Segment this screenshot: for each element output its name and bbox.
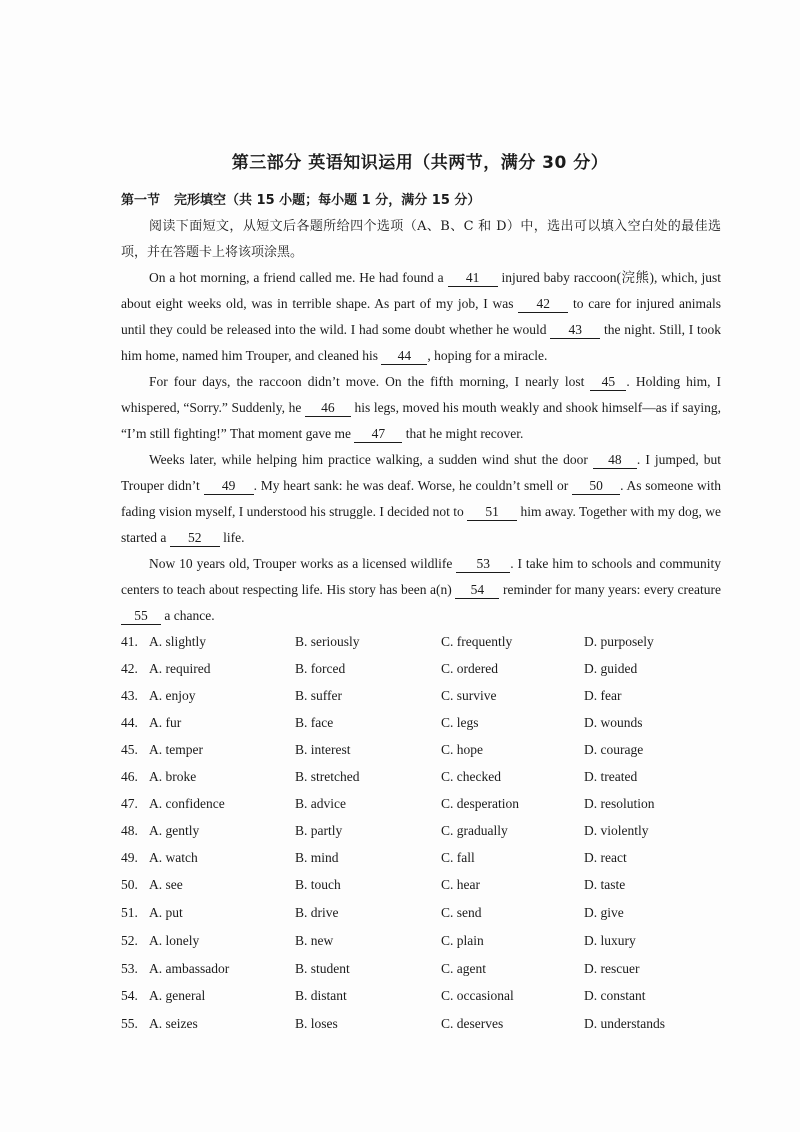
option-d: D. guided <box>584 661 638 676</box>
question-number: 42. <box>121 661 138 676</box>
question-row <box>121 742 721 762</box>
question-number: 46. <box>121 769 138 784</box>
question-number: 55. <box>121 1016 138 1031</box>
question-row <box>121 796 721 816</box>
blank-52: 52 <box>170 530 220 547</box>
option-a: A. general <box>149 988 206 1003</box>
option-a: A. see <box>149 877 183 892</box>
question-row <box>121 661 721 681</box>
question-row <box>121 877 721 897</box>
option-c: C. hope <box>441 742 483 757</box>
question-number: 47. <box>121 796 138 811</box>
question-row <box>121 715 721 735</box>
option-b: B. forced <box>295 661 346 676</box>
option-c: C. deserves <box>441 1016 504 1031</box>
option-d: D. react <box>584 850 627 865</box>
option-b: B. seriously <box>295 634 360 649</box>
option-b: B. face <box>295 715 334 730</box>
question-number: 50. <box>121 877 138 892</box>
option-b: B. mind <box>295 850 339 865</box>
page-title: 第三部分 英语知识运用（共两节，满分 30 分） <box>231 153 609 173</box>
option-a: A. gently <box>149 823 200 838</box>
option-a: A. confidence <box>149 796 225 811</box>
option-c: C. agent <box>441 961 486 976</box>
option-a: A. ambassador <box>149 961 230 976</box>
option-a: A. broke <box>149 769 197 784</box>
option-d: D. violently <box>584 823 649 838</box>
option-c: C. send <box>441 905 482 920</box>
option-a: A. enjoy <box>149 688 196 703</box>
option-b: B. new <box>295 933 334 948</box>
instructions: 阅读下面短文，从短文后各题所给四个选项（A、B、C 和 D）中，选出可以填入空白处的最佳选项，并在答题卡上将该项涂黑。 <box>121 219 721 260</box>
blank-53: 53 <box>456 556 510 573</box>
blank-43: 43 <box>550 322 600 339</box>
option-a: A. slightly <box>149 634 207 649</box>
option-b: B. interest <box>295 742 351 757</box>
option-a: A. temper <box>149 742 203 757</box>
option-d: D. courage <box>584 742 644 757</box>
passage-paragraph-3: Weeks later, while helping him practice walking, a sudden wind shut the door 48 . I jumped, but Trouper didn’t 49 . My heart sank: he was deaf. Worse, he couldn’t smell or 50 . As someone with fading vision myself, I understood his struggle. I decided not to 51 him away. Together with my dog, we started a 52 life. <box>121 452 722 545</box>
passage-paragraph-2: For four days, the raccoon didn’t move. On the fifth morning, I nearly lost 45 . Holding him, I whispered, “Sorry.” Suddenly, he 46 his legs, moved his mouth weakly and shook himself—as if saying, “I’m still fighting!” That moment gave me 47 that he might recover. <box>121 374 721 441</box>
question-row <box>121 1016 721 1036</box>
option-a: A. watch <box>149 850 198 865</box>
option-a: A. seizes <box>149 1016 198 1031</box>
option-c: C. desperation <box>441 796 519 811</box>
option-d: D. purposely <box>584 634 654 649</box>
blank-48: 48 <box>593 452 637 469</box>
blank-41: 41 <box>448 270 498 287</box>
option-c: C. legs <box>441 715 479 730</box>
option-d: D. luxury <box>584 933 636 948</box>
question-row <box>121 769 721 789</box>
blank-44: 44 <box>381 348 427 365</box>
option-b: B. student <box>295 961 350 976</box>
question-number: 45. <box>121 742 138 757</box>
section-description: 完形填空（共 15 小题；每小题 1 分，满分 15 分） <box>174 193 481 208</box>
question-row <box>121 905 721 925</box>
blank-42: 42 <box>518 296 568 313</box>
option-c: C. occasional <box>441 988 514 1003</box>
blank-45: 45 <box>590 374 626 391</box>
option-b: B. advice <box>295 796 346 811</box>
option-c: C. plain <box>441 933 484 948</box>
option-c: C. fall <box>441 850 475 865</box>
blank-46: 46 <box>305 400 351 417</box>
question-row <box>121 961 721 981</box>
question-number: 44. <box>121 715 138 730</box>
option-c: C. hear <box>441 877 480 892</box>
question-row <box>121 933 721 953</box>
option-c: C. survive <box>441 688 497 703</box>
option-a: A. required <box>149 661 211 676</box>
question-row <box>121 850 721 870</box>
question-number: 52. <box>121 933 138 948</box>
question-number: 49. <box>121 850 138 865</box>
question-number: 43. <box>121 688 138 703</box>
option-c: C. frequently <box>441 634 513 649</box>
option-b: B. distant <box>295 988 347 1003</box>
option-c: C. ordered <box>441 661 498 676</box>
question-number: 53. <box>121 961 138 976</box>
option-c: C. gradually <box>441 823 508 838</box>
question-row <box>121 688 721 708</box>
option-a: A. put <box>149 905 183 920</box>
blank-54: 54 <box>455 582 499 599</box>
question-number: 51. <box>121 905 138 920</box>
option-b: B. loses <box>295 1016 338 1031</box>
question-row <box>121 823 721 843</box>
question-row <box>121 634 721 654</box>
option-a: A. fur <box>149 715 182 730</box>
blank-51: 51 <box>467 504 517 521</box>
blank-47: 47 <box>354 426 402 443</box>
option-d: D. wounds <box>584 715 643 730</box>
option-b: B. suffer <box>295 688 342 703</box>
question-number: 54. <box>121 988 138 1003</box>
passage-paragraph-1: On a hot morning, a friend called me. He had found a 41 injured baby raccoon(浣熊), which, just about eight weeks old, was in terrible shape. As part of my job, I was 42 to care for injured animals until they could be released into the wild. I had some doubt whether he would 43 the night. Still, I took him home, named him Trouper, and cleaned his 44 , hoping for a miracle. <box>121 270 722 363</box>
option-a: A. lonely <box>149 933 200 948</box>
option-b: B. touch <box>295 877 341 892</box>
blank-49: 49 <box>204 478 254 495</box>
option-d: D. resolution <box>584 796 655 811</box>
option-d: D. constant <box>584 988 646 1003</box>
option-d: D. give <box>584 905 624 920</box>
option-d: D. taste <box>584 877 626 892</box>
option-d: D. understands <box>584 1016 665 1031</box>
passage-paragraph-4: Now 10 years old, Trouper works as a licensed wildlife 53 . I take him to schools and community centers to teach about respecting life. His story has been a(n) 54 reminder for many years: every creature 55 a chance. <box>121 556 721 623</box>
blank-55: 55 <box>121 608 161 625</box>
question-row <box>121 988 721 1008</box>
option-b: B. stretched <box>295 769 360 784</box>
question-number: 41. <box>121 634 138 649</box>
option-b: B. partly <box>295 823 343 838</box>
option-d: D. rescuer <box>584 961 640 976</box>
blank-50: 50 <box>572 478 620 495</box>
option-b: B. drive <box>295 905 339 920</box>
option-c: C. checked <box>441 769 501 784</box>
option-d: D. fear <box>584 688 622 703</box>
option-d: D. treated <box>584 769 638 784</box>
question-number: 48. <box>121 823 138 838</box>
section-name: 第一节 <box>121 193 161 208</box>
section-heading <box>121 189 480 208</box>
